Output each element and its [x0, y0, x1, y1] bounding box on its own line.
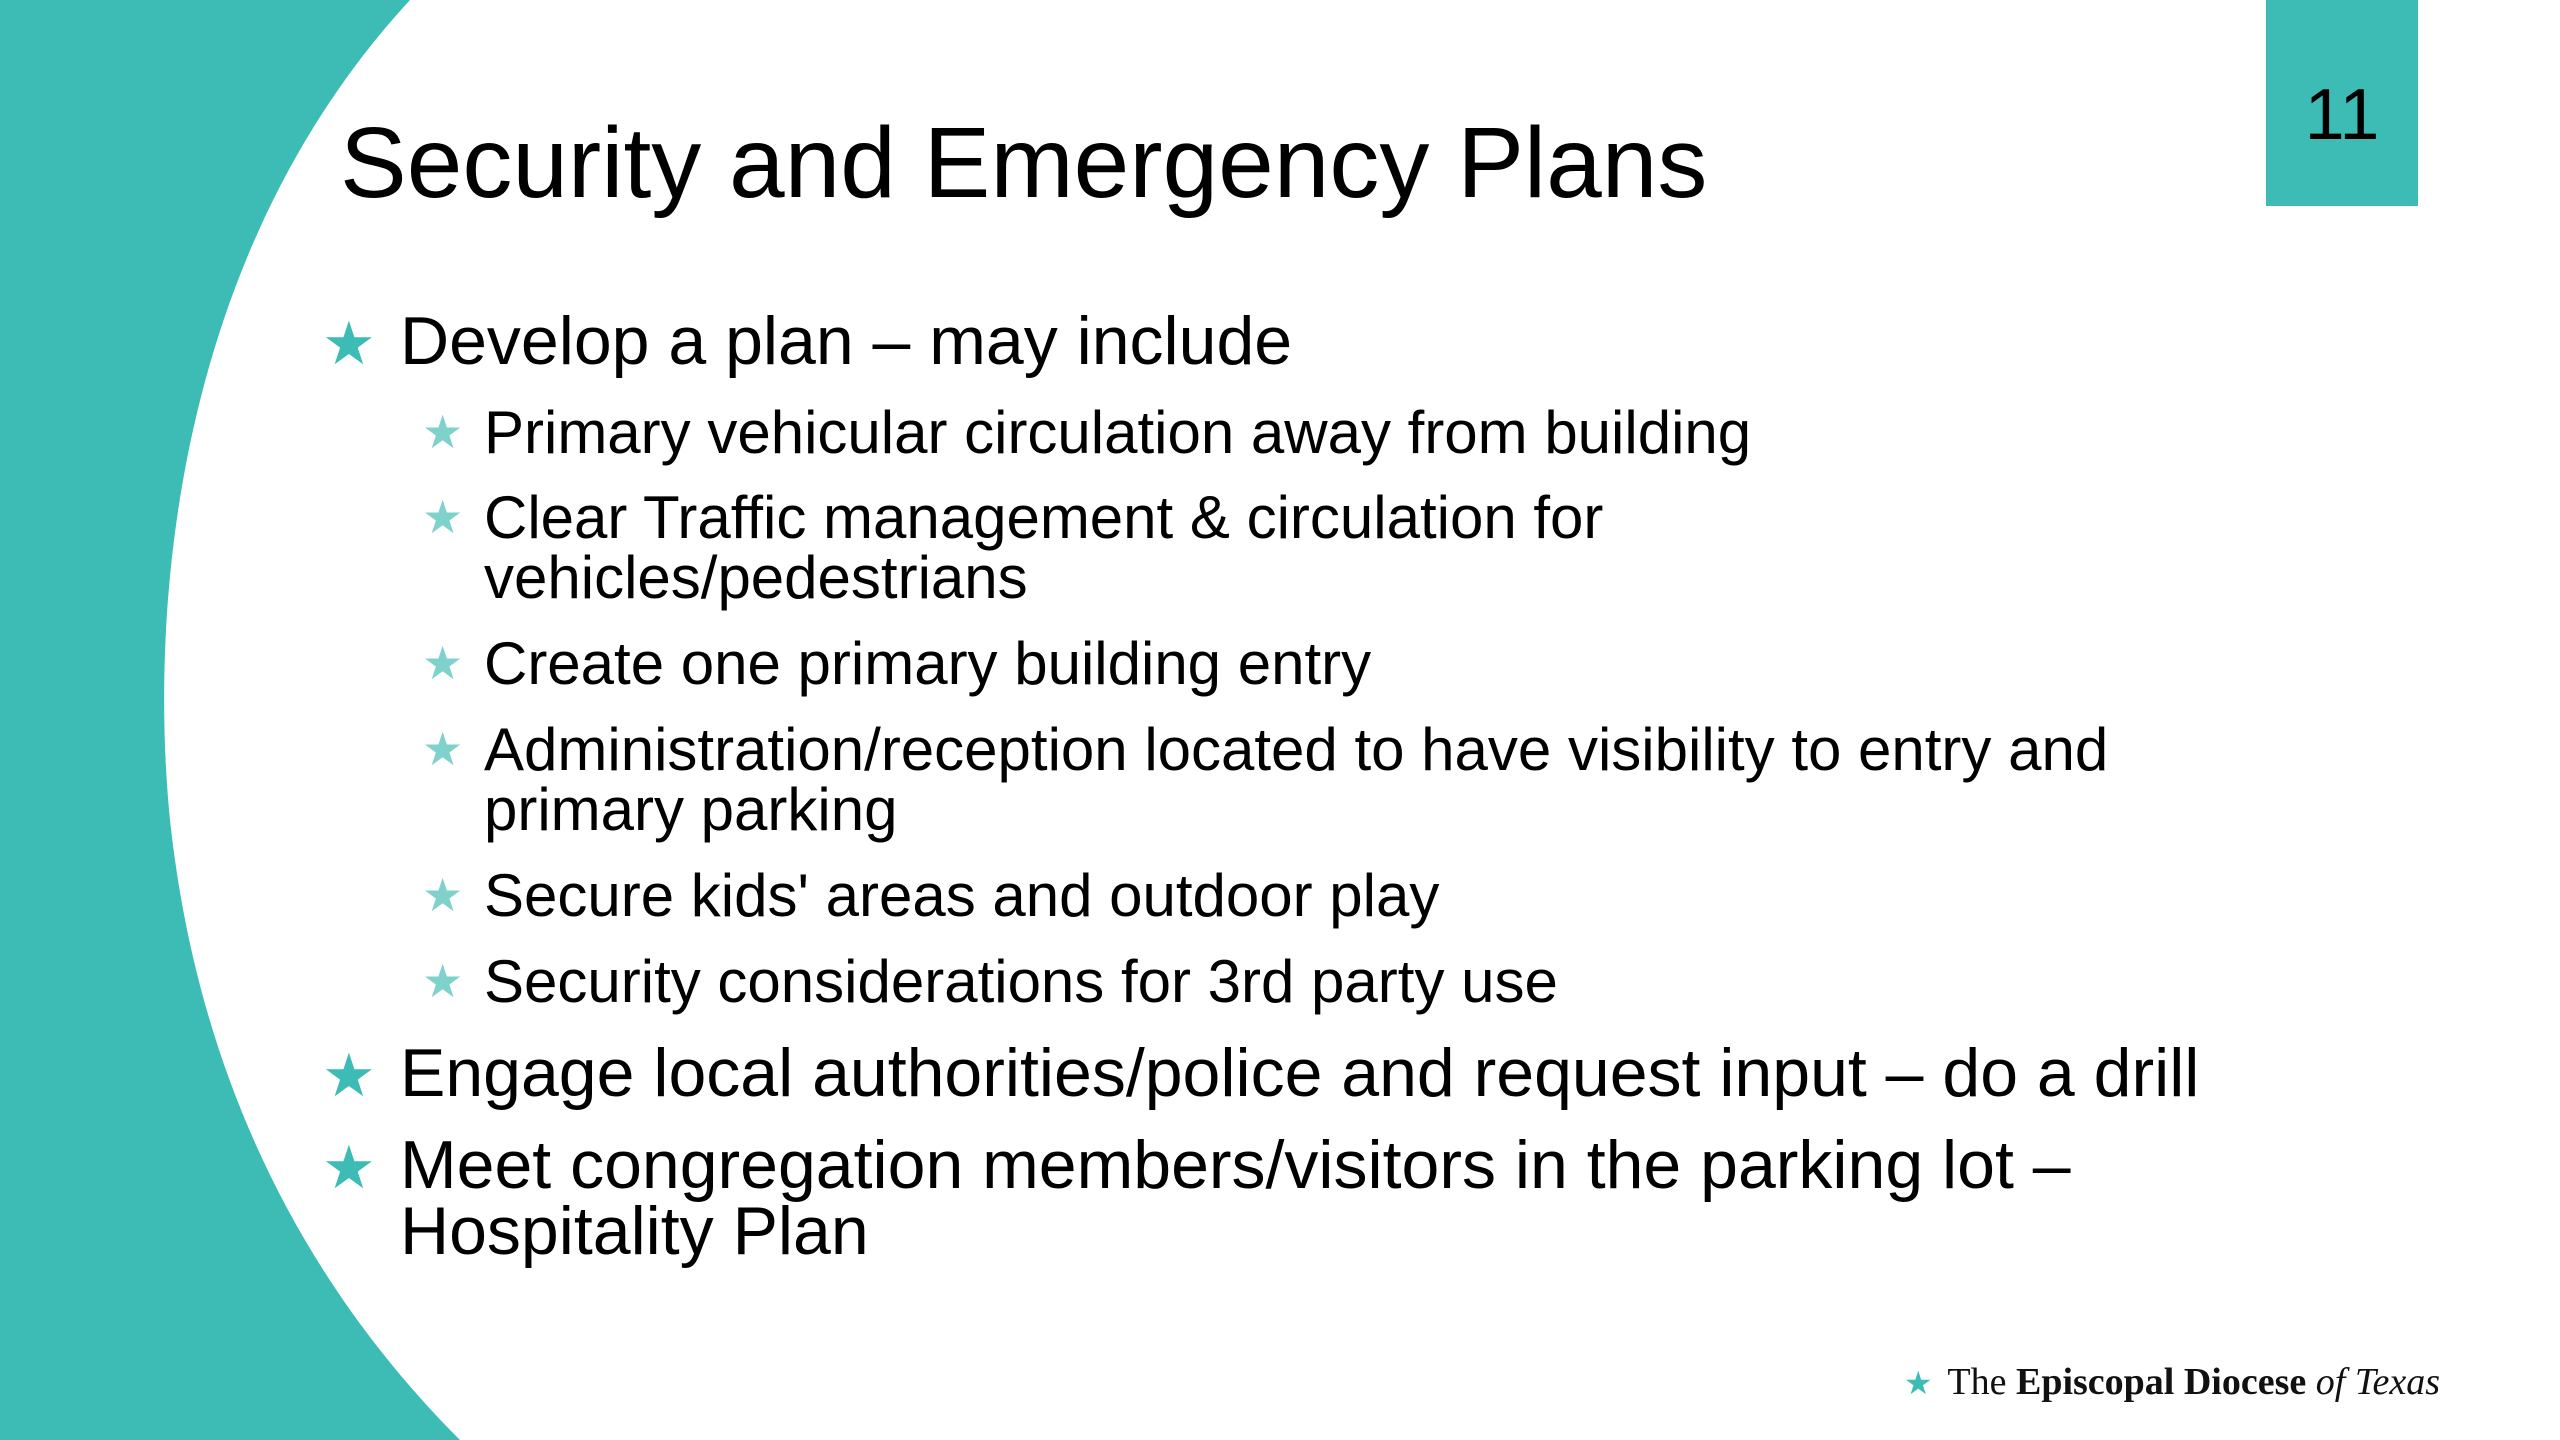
diocese-logo — [1904, 1360, 2440, 1404]
star-icon: ★ — [322, 1042, 376, 1109]
bullet-text: Administration/reception located to have visibility to entry and primary parking — [484, 716, 2109, 843]
star-icon: ★ — [1903, 1365, 1933, 1401]
bullet-text: Engage local authorities/police and request input – do a drill — [400, 1035, 2200, 1111]
sub-bullet-item — [422, 399, 2284, 466]
bullet-item — [322, 303, 2300, 379]
star-icon: ★ — [422, 869, 464, 921]
bullet-text: Secure kids' areas and outdoor play — [484, 862, 1440, 929]
logo-text-of: of — [2315, 1361, 2346, 1403]
logo-text-place: Texas — [2354, 1361, 2440, 1403]
bullet-item — [322, 1127, 2100, 1269]
page-title: Security and Emergency Plans — [340, 107, 1708, 219]
sub-bullet-item — [422, 862, 2284, 929]
sub-bullet-item — [422, 948, 2284, 1015]
bullet-text: Develop a plan – may include — [400, 303, 1293, 379]
star-icon: ★ — [422, 955, 464, 1007]
logo-text-name: Episcopal Diocese — [2015, 1361, 2307, 1403]
bullet-text: Security considerations for 3rd party use — [484, 948, 1558, 1015]
star-icon: ★ — [422, 491, 464, 543]
page-number: 11 — [2304, 75, 2380, 155]
page-number-badge — [2266, 0, 2418, 206]
star-icon: ★ — [422, 637, 464, 689]
star-icon: ★ — [322, 310, 376, 377]
sub-bullet-item — [422, 716, 2204, 843]
bullet-text: Primary vehicular circulation away from building — [484, 399, 1752, 466]
bullet-text: Create one primary building entry — [484, 630, 1372, 697]
bullet-text: Meet congregation members/visitors in the parking lot – Hospitality Plan — [400, 1127, 2071, 1269]
bullet-text: Clear Traffic management & circulation for vehicles/pedestrians — [484, 484, 1604, 611]
star-icon: ★ — [422, 406, 464, 458]
sub-bullet-item — [422, 484, 1734, 611]
sub-bullet-item — [422, 630, 2284, 697]
star-icon: ★ — [322, 1134, 376, 1201]
bullet-item — [322, 1035, 2300, 1111]
star-icon: ★ — [422, 723, 464, 775]
logo-text-the: The — [1947, 1361, 2007, 1403]
